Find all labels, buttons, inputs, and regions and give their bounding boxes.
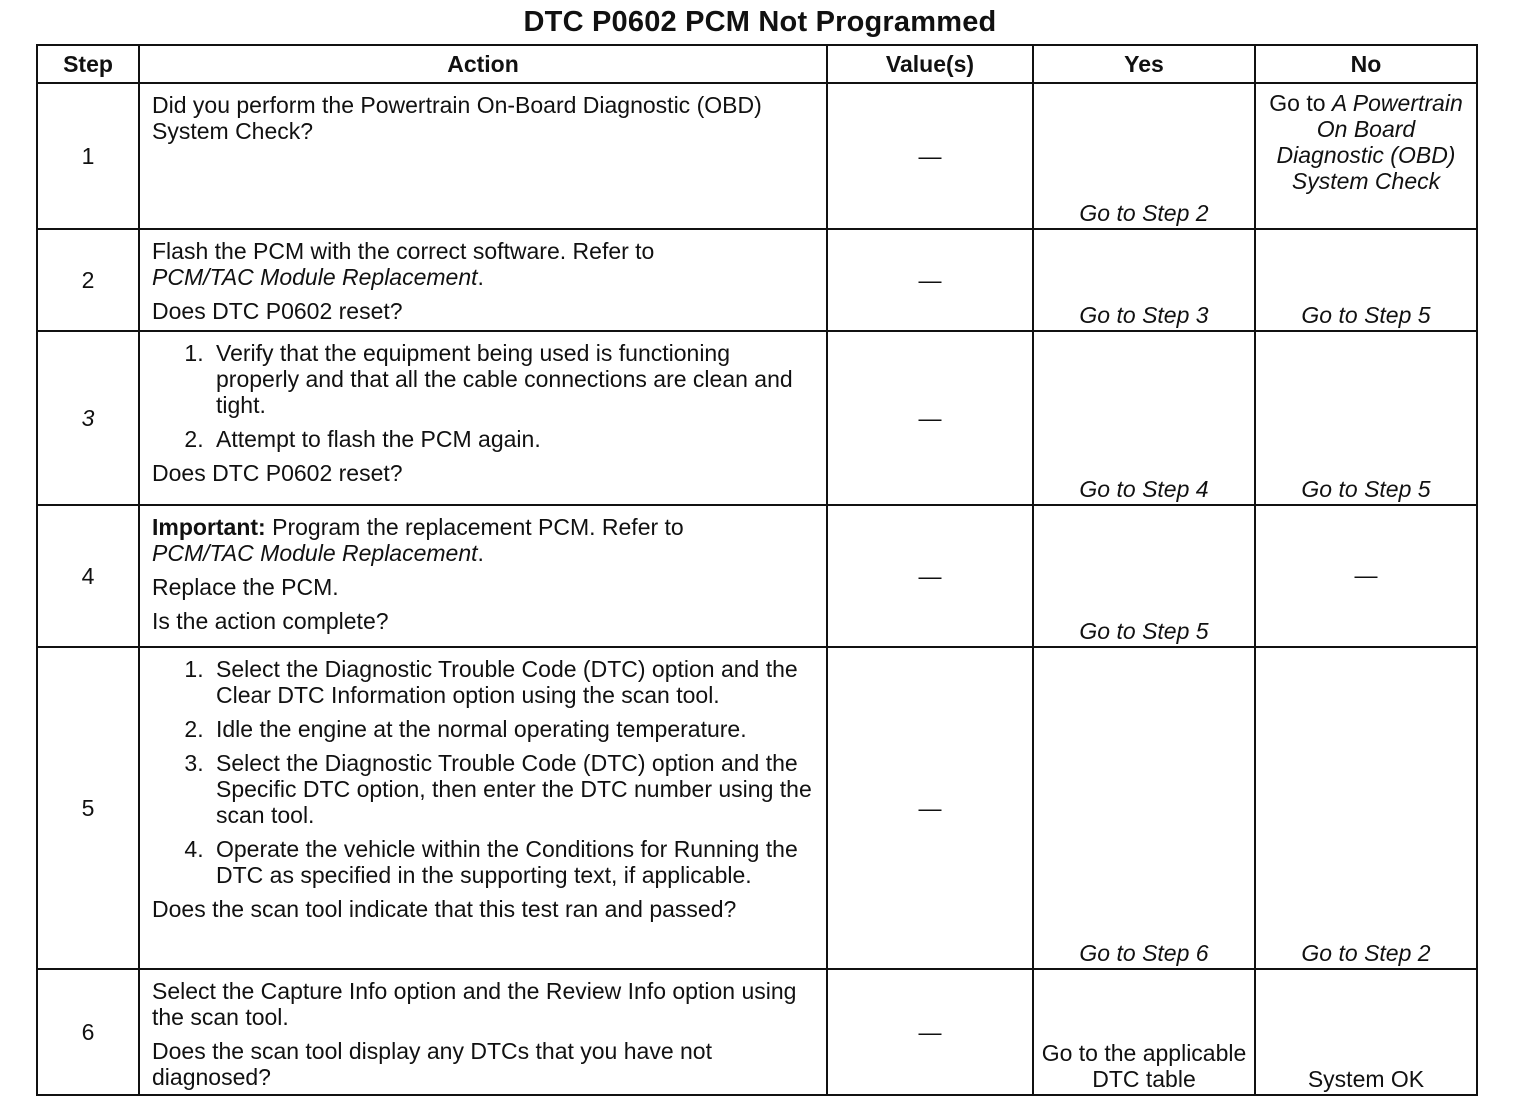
action-cell <box>139 505 827 647</box>
value-cell: — <box>827 505 1033 647</box>
step-number: 3 <box>37 331 139 505</box>
procedure-reference: PCM/TAC Module Replacement <box>152 540 478 566</box>
no-cell: System OK <box>1255 969 1477 1095</box>
list-item: 1. Select the Diagnostic Trouble Code (DTC) option and the Clear DTC Information option using the scan tool. <box>210 656 816 708</box>
yes-cell: Go to Step 6 <box>1033 647 1255 969</box>
yes-cell: Go to Step 2 <box>1033 83 1255 229</box>
step-number: 6 <box>37 969 139 1095</box>
list-item: 3. Select the Diagnostic Trouble Code (DTC) option and the Specific DTC option, then enter the DTC number using the scan tool. <box>210 750 816 828</box>
no-cell: Go to Step 5 <box>1255 331 1477 505</box>
page-title: DTC P0602 PCM Not Programmed <box>523 6 997 38</box>
value-cell: — <box>827 83 1033 229</box>
action-paragraph <box>152 514 816 566</box>
yes-cell: Go to Step 5 <box>1033 505 1255 647</box>
table-header-row <box>37 45 1477 83</box>
obd-check-reference: A Powertrain On Board Diagnostic (OBD) System Check <box>1276 90 1463 194</box>
action-list <box>152 340 816 452</box>
no-cell: Go to Step 5 <box>1255 229 1477 331</box>
action-question: Does DTC P0602 reset? <box>152 298 403 324</box>
procedure-reference: PCM/TAC Module Replacement <box>152 264 478 290</box>
action-list <box>152 656 816 888</box>
action-cell <box>139 969 827 1095</box>
action-cell <box>139 229 827 331</box>
table-row <box>37 969 1477 1095</box>
action-text: Select the Capture Info option and the Review Info option using the scan tool. <box>152 978 797 1030</box>
action-question: Does the scan tool display any DTCs that you have not diagnosed? <box>152 1038 712 1090</box>
action-question: Does DTC P0602 reset? <box>152 460 403 486</box>
reference-suffix: . <box>477 264 484 290</box>
table-row <box>37 505 1477 647</box>
table-row <box>37 83 1477 229</box>
diagnostic-table <box>36 44 1478 1096</box>
yes-cell: Go to Step 4 <box>1033 331 1255 505</box>
header-no: No <box>1255 45 1477 83</box>
list-item: 2. Idle the engine at the normal operating temperature. <box>210 716 816 742</box>
no-cell: Go to Step 2 <box>1255 647 1477 969</box>
table-row <box>37 331 1477 505</box>
reference-suffix: . <box>477 540 484 566</box>
header-yes: Yes <box>1033 45 1255 83</box>
no-cell <box>1255 83 1477 229</box>
important-label: Important: <box>152 514 266 540</box>
header-step: Step <box>37 45 139 83</box>
list-item: 1. Verify that the equipment being used is functioning properly and that all the cable connections are clean and tight. <box>210 340 816 418</box>
header-values: Value(s) <box>827 45 1033 83</box>
step-number: 1 <box>37 83 139 229</box>
no-prefix: Go to <box>1269 90 1332 116</box>
action-cell <box>139 331 827 505</box>
list-item: 2. Attempt to flash the PCM again. <box>210 426 816 452</box>
step-number: 4 <box>37 505 139 647</box>
action-text: Did you perform the Powertrain On-Board Diagnostic (OBD) System Check? <box>152 92 762 144</box>
action-text: Replace the PCM. <box>152 574 339 600</box>
action-question: Does the scan tool indicate that this test ran and passed? <box>152 896 737 922</box>
action-question: Is the action complete? <box>152 608 389 634</box>
step-number: 5 <box>37 647 139 969</box>
yes-cell: Go to the applicable DTC table <box>1033 969 1255 1095</box>
action-text: Program the replacement PCM. Refer to <box>265 514 684 540</box>
no-cell: — <box>1255 505 1477 647</box>
list-item: 4. Operate the vehicle within the Conditions for Running the DTC as specified in the supporting text, if applicable. <box>210 836 816 888</box>
value-cell: — <box>827 647 1033 969</box>
table-row <box>37 647 1477 969</box>
table-row <box>37 229 1477 331</box>
action-cell <box>139 83 827 229</box>
yes-cell: Go to Step 3 <box>1033 229 1255 331</box>
action-paragraph <box>152 238 816 290</box>
step-number: 2 <box>37 229 139 331</box>
value-cell: — <box>827 969 1033 1095</box>
action-cell <box>139 647 827 969</box>
action-text: Flash the PCM with the correct software. Refer to <box>152 238 655 264</box>
header-action: Action <box>139 45 827 83</box>
value-cell: — <box>827 331 1033 505</box>
value-cell: — <box>827 229 1033 331</box>
